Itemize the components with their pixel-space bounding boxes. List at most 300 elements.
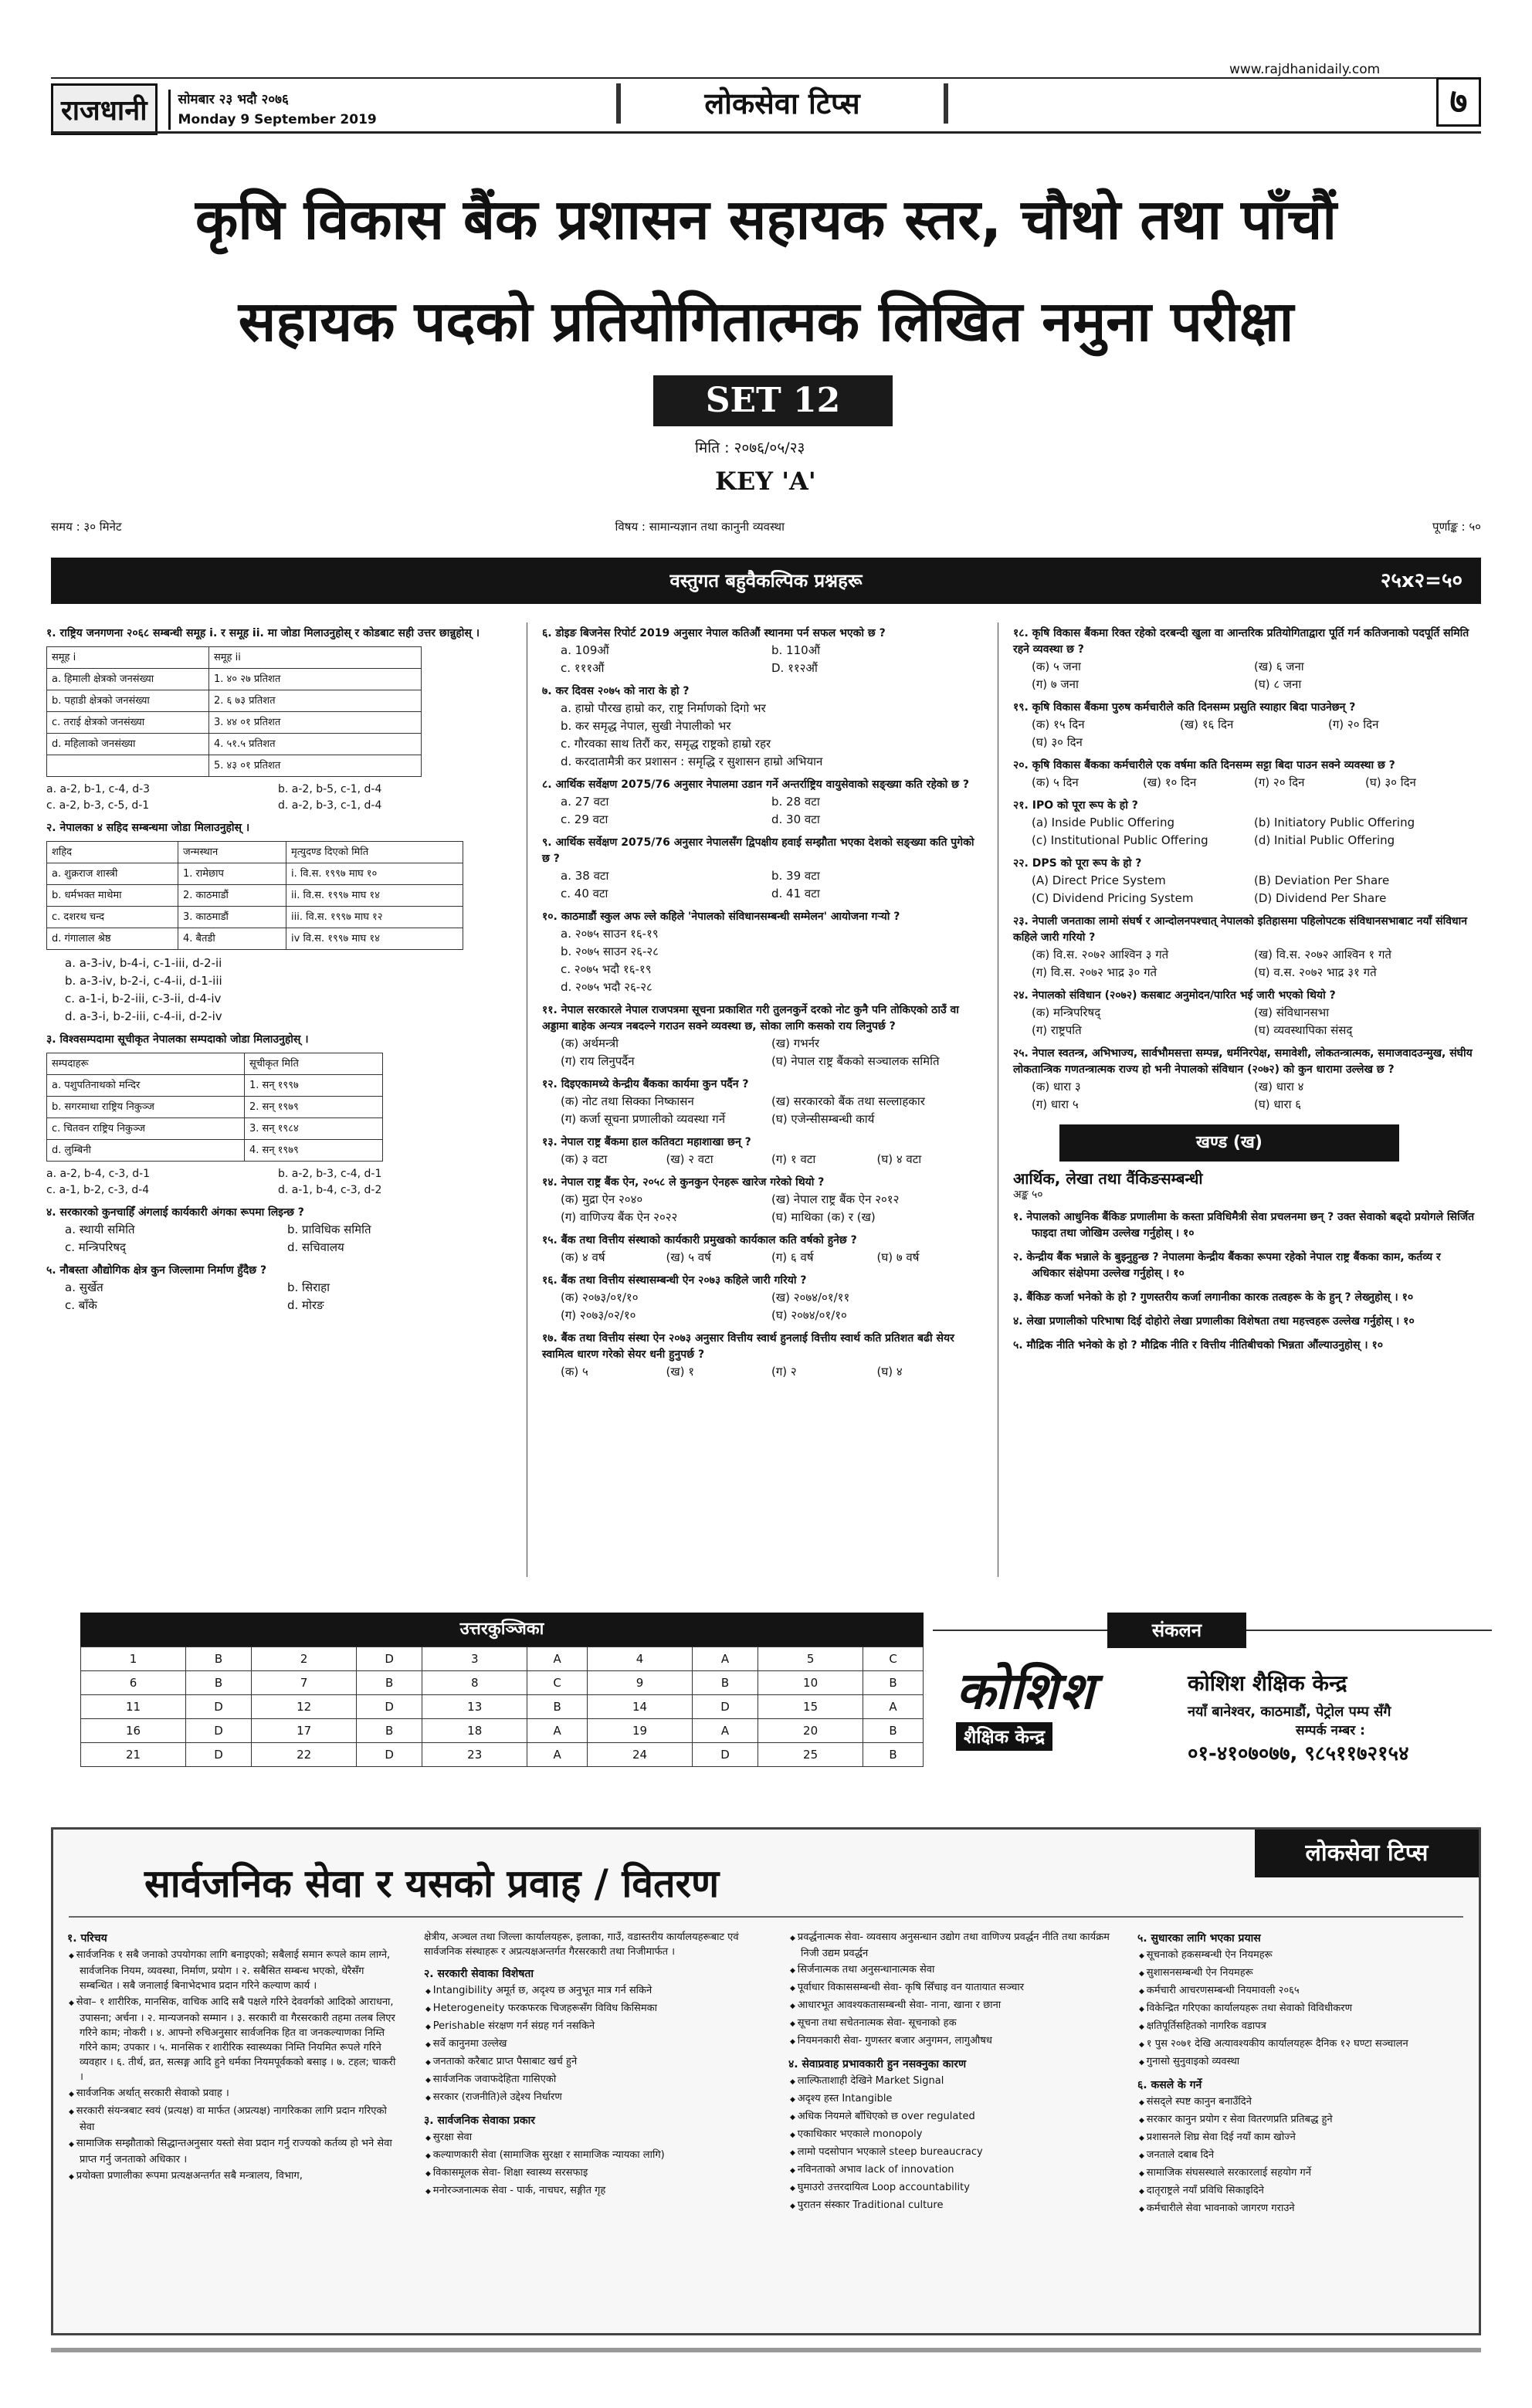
options <box>1013 946 1476 982</box>
exam-meta <box>51 519 1481 534</box>
question-item <box>542 683 982 771</box>
subjective-question: ३. बैंकिङ कर्जा भनेको के हो ? गुणस्तरीय कर्जा लगानीका कारक तत्वहरू के के हुन् ? लेख्नुहोस् । १० <box>1013 1291 1414 1304</box>
article-heading: ५. सुधारका लागि भएका प्रयास <box>1137 1932 1261 1945</box>
list-item: ◆ सरकार कानुन प्रयोग र सेवा वितरणप्रति प्रतिबद्ध हुने <box>1137 2112 1469 2128</box>
question-item <box>542 1273 982 1324</box>
option[interactable]: d. २०७५ भदौ २६-२८ <box>561 980 652 994</box>
table-cell: d. लुम्बिनी <box>47 1140 245 1162</box>
list-item: ◆ नियमनकारी सेवा- गुणस्तर बजार अनुगमन, लागुऔषध <box>788 2033 1128 2050</box>
table-cell: 1. रामेछाप <box>178 863 286 885</box>
question-text: २२. DPS को पूरा रूप के हो ? <box>1013 857 1142 870</box>
question-text: १९. कृषि विकास बैंकमा पुरुष कर्मचारीले कति दिनसम्म प्रसुति स्याहार बिदा पाउनेछन् ? <box>1013 701 1356 714</box>
table-cell: 2 <box>252 1647 357 1671</box>
section-a-title: वस्तुगत बहुवैकल्पिक प्रश्नहरू <box>669 570 863 592</box>
logo-text: कोशिश <box>956 1661 1096 1721</box>
paper-name: राजधानी <box>51 83 158 135</box>
option[interactable]: (ख) नेपाल राष्ट्र बैंक ऐन २०१२ <box>771 1192 900 1206</box>
option[interactable]: (क) ५ <box>561 1365 588 1379</box>
option[interactable]: (ख) सरकारको बैंक तथा सल्लाहकार <box>771 1094 925 1108</box>
option[interactable]: a. a-2, b-1, c-4, d-3 <box>46 783 151 795</box>
option[interactable]: (घ) धारा ६ <box>1254 1097 1302 1111</box>
issue-date <box>168 90 377 130</box>
section-b-bar: खण्ड (ख) <box>1059 1124 1399 1162</box>
table-cell: 4. ५१.५ प्रतिशत <box>209 734 422 755</box>
list-item: ◆ पूर्वाधार विकाससम्बन्धी सेवा- कृषि सिँचाइ वन यातायात सञ्चार <box>788 1980 1128 1996</box>
section-a-marks: २५x२=५० <box>1380 569 1463 592</box>
option[interactable]: (ग) वाणिज्य बैंक ऐन २०२२ <box>561 1210 678 1224</box>
option[interactable]: (D) Dividend Per Share <box>1254 891 1387 905</box>
table-cell: C <box>863 1647 924 1671</box>
list-item: ◆ सुरक्षा सेवा <box>424 2130 756 2146</box>
list-item: ◆ लामो पदसोपान भएकाले steep bureaucracy <box>788 2145 1128 2161</box>
answer-key-label: KEY 'A' <box>715 466 816 496</box>
list-item: ◆ सरकार (राजनीति)ले उद्देश्य निर्धारण <box>424 2090 756 2106</box>
list-item: ◆ विकासमूलक सेवा- शिक्षा स्वास्थ्य सरसफाइ <box>424 2166 756 2182</box>
section-title: लोकसेवा टिप्स <box>616 83 948 124</box>
question-column-2 <box>542 626 982 1387</box>
option[interactable]: (a) Inside Public Offering <box>1032 816 1174 829</box>
option[interactable]: (घ) व्यवस्थापिका संसद् <box>1254 1023 1353 1037</box>
question-item <box>542 1331 982 1381</box>
option[interactable]: c. १११औं <box>561 661 605 675</box>
list-item: ◆ सार्वजनिक जवाफदेहिता गासिएको <box>424 2072 756 2088</box>
table-cell: 11 <box>81 1695 186 1719</box>
table-cell: c. चितवन राष्ट्रिय निकुञ्ज <box>47 1118 245 1140</box>
option[interactable]: (ग) १ वटा <box>771 1152 816 1166</box>
table-cell: B <box>693 1671 758 1695</box>
option[interactable]: (घ) एजेन्सीसम्बन्धी कार्य <box>771 1112 875 1126</box>
list-item: ◆ सामाजिक संघसस्थाले सरकारलाई सहयोग गर्ने <box>1137 2166 1469 2182</box>
page-number: ७ <box>1436 77 1481 127</box>
option[interactable]: (ग) धारा ५ <box>1032 1097 1079 1111</box>
table-cell: जन्मस्थान <box>178 842 286 863</box>
table-cell: A <box>693 1647 758 1671</box>
table-cell: 5. ४३ ०१ प्रतिशत <box>209 755 422 777</box>
question-text: ४. सरकारको कुनचाहिँ अंगलाई कार्यकारी अंगका रूपमा लिइन्छ ? <box>46 1206 304 1219</box>
table-cell: 3. सन् १९८४ <box>245 1118 383 1140</box>
list-item: ◆ Perishable संरक्षण गर्न संग्रह गर्न नसकिने <box>424 2019 756 2035</box>
table-cell: B <box>527 1695 588 1719</box>
table-cell: मृत्युदण्ड दिएको मिति <box>286 842 463 863</box>
option[interactable]: b. a-2, b-5, c-1, d-4 <box>278 783 382 795</box>
compiled-header <box>933 1613 1492 1648</box>
question-text: २४. नेपालको संविधान (२०७२) कसबाट अनुमोदन/पारित भई जारी भएको थियो ? <box>1013 989 1336 1002</box>
question-item <box>1013 856 1476 907</box>
article-column-2 <box>424 1930 756 2201</box>
option[interactable]: (ग) २०७३/०२/१० <box>561 1308 636 1322</box>
list-item: ◆ जनताको करैबाट प्राप्त पैसाबाट खर्च हुने <box>424 2054 756 2071</box>
option[interactable]: (B) Deviation Per Share <box>1254 873 1390 887</box>
exam-subject: विषय : सामान्यज्ञान तथा कानुनी व्यवस्था <box>615 520 785 534</box>
list-item: ◆ क्षतिपूर्तिसहितको नागरिक वडापत्र <box>1137 2019 1469 2035</box>
question-2 <box>46 820 510 1026</box>
table-cell <box>47 755 209 777</box>
question-column-1 <box>46 626 510 1321</box>
table-cell: D <box>357 1695 422 1719</box>
option[interactable]: d. a-2, b-3, c-1, d-4 <box>278 799 382 812</box>
exam-full-marks: पूर्णाङ्क : ५० <box>1432 520 1481 534</box>
list-item: ◆ प्रशासनले शिघ्र सेवा दिई नयाँ काम खोज्ने <box>1137 2130 1469 2146</box>
bullet-list <box>1137 1948 1469 2071</box>
subjective-question: ४. लेखा प्रणालीको परिभाषा दिई दोहोरो लेखा प्रणालीका विशेषता तथा महत्त्वहरू उल्लेख गर्नुहोस् । १० <box>1013 1315 1415 1328</box>
options <box>1013 1078 1476 1114</box>
question-text: १५. बैंक तथा वित्तीय संस्थाको कार्यकारी प्रमुखको कार्यकाल कति वर्षको हुनेछ ? <box>542 1234 857 1246</box>
headline-line-1: कृषि विकास बैंक प्रशासन सहायक स्तर, चौथो तथा पाँचौं <box>195 187 1337 252</box>
option[interactable]: a. २०७५ साउन १६-१९ <box>561 927 659 941</box>
table-cell: D <box>357 1743 422 1767</box>
bullet-list <box>1137 2094 1469 2217</box>
table-cell: D <box>186 1695 252 1719</box>
option[interactable]: (ख) २०७४/०१/११ <box>771 1290 850 1304</box>
option[interactable]: (घ) व.स. २०७२ भाद्र ३१ गते <box>1254 965 1377 979</box>
table-cell: d. गंगालाल श्रेष्ठ <box>47 928 178 950</box>
question-4 <box>46 1205 510 1257</box>
article-box <box>51 1827 1481 2335</box>
masthead <box>51 83 377 135</box>
question-text: ६. डोइङ बिजनेस रिपोर्ट 2019 अनुसार नेपाल कतिऔं स्थानमा पर्न सफल भएको छ ? <box>542 627 886 639</box>
option[interactable]: c. २०७५ भदौ १६-१९ <box>561 962 652 976</box>
question-item <box>1013 626 1476 694</box>
option[interactable]: (ग) राष्ट्रपति <box>1032 1023 1082 1037</box>
article-column-1 <box>67 1930 399 2186</box>
list-item: ◆ १ पुस २०७१ देखि अत्यावश्यकीय कार्यालयहरू दैनिक १२ घण्टा सञ्चालन <box>1137 2037 1469 2053</box>
option[interactable]: (ग) राय लिनुपर्दैन <box>561 1054 635 1068</box>
compiled-label: संकलन <box>1107 1613 1246 1648</box>
question-item <box>1013 700 1476 751</box>
option[interactable]: c. गौरवका साथ तिरौं कर, समृद्ध राष्ट्रको हाम्रो रहर <box>561 737 771 751</box>
list-item: ◆ विकेन्द्रित गरिएका कार्यालयहरू तथा सेवाको विविधीकरण <box>1137 2001 1469 2017</box>
match-table <box>46 646 422 777</box>
option[interactable]: d. मोरङ <box>287 1298 324 1312</box>
option[interactable]: (क) वि.स. २०७२ आश्विन ३ गते <box>1032 948 1169 962</box>
question-text: २१. IPO को पूरा रूप के हो ? <box>1013 799 1138 812</box>
option[interactable]: d. सचिवालय <box>287 1240 344 1254</box>
table-cell: सम्पदाहरू <box>47 1053 245 1075</box>
option[interactable]: a. 27 वटा <box>561 795 609 809</box>
answer-key <box>80 1613 924 1767</box>
institute-logo <box>956 1660 1164 1753</box>
table-cell: समूह ii <box>209 647 422 669</box>
table-cell: b. सगरमाथा राष्ट्रिय निकुञ्ज <box>47 1097 245 1118</box>
article-heading: २. सरकारी सेवाका विशेषता <box>424 1968 534 1980</box>
options <box>542 700 982 771</box>
option[interactable]: b. a-3-iv, b-2-i, c-4-ii, d-1-iii <box>65 974 222 988</box>
option[interactable]: d. a-3-i, b-2-iii, c-4-ii, d-2-iv <box>65 1009 222 1023</box>
website-url[interactable]: www.rajdhanidaily.com <box>1229 62 1381 77</box>
option[interactable]: a. a-3-iv, b-4-i, c-1-iii, d-2-ii <box>65 956 222 970</box>
question-item <box>542 1175 982 1226</box>
option[interactable]: (क) मुद्रा ऐन २०४० <box>561 1192 643 1206</box>
option[interactable]: (ग) कर्जा सूचना प्रणालीको व्यवस्था गर्ने <box>561 1112 726 1126</box>
option[interactable]: a. सुर्खेत <box>65 1280 103 1294</box>
table-cell: D <box>357 1647 422 1671</box>
option[interactable]: b. 28 वटा <box>771 795 820 809</box>
option[interactable]: (क) ५ दिन <box>1032 775 1079 789</box>
table-cell: a. पशुपतिनाथको मन्दिर <box>47 1075 245 1097</box>
question-column-3 <box>1013 626 1476 1362</box>
table-cell: B <box>186 1647 252 1671</box>
option[interactable]: (ग) ७ जना <box>1032 677 1079 691</box>
option[interactable]: (घ) ७ वर्ष <box>876 1250 920 1264</box>
options <box>46 1166 510 1199</box>
option[interactable]: (क) २०७३/०१/१० <box>561 1290 639 1304</box>
option[interactable]: b. कर समृद्ध नेपाल, सुखी नेपालीको भर <box>561 719 731 733</box>
list-item: ◆ लाल्फिताशाही देखिने Market Signal <box>788 2074 1128 2090</box>
bullet-list <box>424 2130 756 2199</box>
table-cell: A <box>527 1647 588 1671</box>
options <box>542 1289 982 1324</box>
table-cell: सूचीकृत मिति <box>245 1053 383 1075</box>
institute-name: कोशिश शैक्षिक केन्द्र <box>1188 1670 1347 1696</box>
list-item: ◆ सरकारी संयन्त्रबाट स्वयं (प्रत्यक्ष) वा मार्फत (अप्रत्यक्ष) नागरिकका लागि प्रदान गरिएको सेवा <box>67 2104 399 2135</box>
option[interactable]: (ग) २० दिन <box>1254 775 1305 789</box>
list-item: ◆ कर्मचारी आचरणसम्बन्धी नियमावली २०६५ <box>1137 1983 1469 1999</box>
article-heading: ६. कसले के गर्ने <box>1137 2079 1202 2091</box>
option[interactable]: b. 39 वटा <box>771 869 820 883</box>
article-title: सार्वजनिक सेवा र यसको प्रवाह / वितरण <box>144 1861 720 1906</box>
option[interactable]: (C) Dividend Pricing System <box>1032 891 1194 905</box>
question-text: १३. नेपाल राष्ट्र बैंकमा हाल कतिवटा महाशाखा छन् ? <box>542 1136 751 1148</box>
option[interactable]: (क) अर्थमन्त्री <box>561 1036 619 1050</box>
article-column-3 <box>788 1930 1128 2216</box>
table-cell: iii. वि.स. १९९७ माघ १२ <box>286 907 463 928</box>
table-cell: शहिद <box>47 842 178 863</box>
option[interactable]: (क) ५ जना <box>1032 660 1081 673</box>
question-text: १४. नेपाल राष्ट्र बैंक ऐन, २०५८ ले कुनकुन ऐनहरू खारेज गरेको थियो ? <box>542 1176 825 1189</box>
option[interactable]: (c) Institutional Public Offering <box>1032 833 1208 847</box>
bullet-list <box>67 1948 399 2185</box>
option[interactable]: (क) ४ वर्ष <box>561 1250 605 1264</box>
option[interactable]: d. 41 वटा <box>771 887 820 900</box>
table-cell: 14 <box>587 1695 692 1719</box>
options <box>46 782 510 814</box>
question-5 <box>46 1263 510 1314</box>
table-cell: 3. काठमाडौं <box>178 907 286 928</box>
option[interactable]: d. 30 वटा <box>771 812 820 826</box>
option[interactable]: a. a-2, b-4, c-3, d-1 <box>46 1168 151 1180</box>
option[interactable]: a. स्थायी समिति <box>65 1223 135 1236</box>
list-item: ◆ प्रवर्द्धनात्मक सेवा- व्यवसाय अनुसन्धान उद्योग तथा वाणिज्य प्रवर्द्धन नीति तथा कार्यक्रम निजी उद्यम प्रवर्द्धन <box>788 1930 1128 1961</box>
question-text: ९. आर्थिक सर्वेक्षण 2075/76 अनुसार नेपालसँग द्विपक्षीय हवाई सम्झौता भएका देशको सङ्ख्या कति पुगेको छ ? <box>542 836 974 865</box>
option[interactable]: (क) ३ वटा <box>561 1152 608 1166</box>
list-item: ◆ अधिक नियमले बाँधिएको छ over regulated <box>788 2109 1128 2125</box>
option[interactable]: b. 110औं <box>771 643 821 657</box>
option[interactable]: (क) धारा ३ <box>1032 1080 1081 1094</box>
question-text: १. राष्ट्रिय जनगणना २०६८ सम्बन्धी समूह i. र समूह ii. मा जोडा मिलाउनुहोस् र कोडबाट सही उत्तर छान्नुहोस् । <box>46 627 480 639</box>
table-cell: D <box>186 1743 252 1767</box>
list-item: ◆ गुनासो सुनुवाइको व्यवस्था <box>1137 2054 1469 2071</box>
option[interactable]: b. a-2, b-3, c-4, d-1 <box>278 1168 382 1180</box>
option[interactable]: (A) Direct Price System <box>1032 873 1166 887</box>
option[interactable]: b. २०७५ साउन २६-२८ <box>561 945 659 958</box>
table-cell: 3 <box>422 1647 527 1671</box>
option[interactable]: (घ) माथिका (क) र (ख) <box>771 1210 876 1224</box>
question-item <box>1013 988 1476 1040</box>
list-item: ◆ सूचनाको हकसम्बन्धी ऐन नियमहरू <box>1137 1948 1469 1964</box>
option[interactable]: (ख) १० दिन <box>1143 775 1197 789</box>
table-row <box>81 1695 924 1719</box>
table-cell: B <box>863 1671 924 1695</box>
option[interactable]: (d) Initial Public Offering <box>1254 833 1395 847</box>
table-cell: B <box>357 1671 422 1695</box>
options <box>542 1035 982 1070</box>
options <box>542 642 982 677</box>
table-cell: 23 <box>422 1743 527 1767</box>
table-cell: D <box>693 1695 758 1719</box>
table-cell: 2. सन् १९७९ <box>245 1097 383 1118</box>
table-cell: 1. सन् १९९७ <box>245 1075 383 1097</box>
table-cell: 25 <box>758 1743 863 1767</box>
article-heading: ३. सार्वजनिक सेवाका प्रकार <box>424 2115 535 2127</box>
question-1 <box>46 626 510 814</box>
table-cell: 4. बैतडी <box>178 928 286 950</box>
table-cell: 9 <box>587 1671 692 1695</box>
option[interactable]: (घ) ३० दिन <box>1032 735 1083 749</box>
table-cell: 2. काठमाडौं <box>178 885 286 907</box>
question-item <box>1013 758 1476 792</box>
option[interactable]: (घ) ४ <box>876 1365 903 1379</box>
list-item: ◆ सामाजिक सम्झौताको सिद्धान्तअनुसार यस्तो सेवा प्रदान गर्नु राज्यको कर्तव्य हो भने सेवा प्राप्त गर्नु जनताको अधिकार । <box>67 2136 399 2167</box>
option[interactable]: (ग) २ <box>771 1365 797 1379</box>
option[interactable]: a. 109औं <box>561 643 609 657</box>
question-item <box>542 909 982 996</box>
table-cell: B <box>863 1743 924 1767</box>
table-cell: C <box>527 1671 588 1695</box>
table-cell: A <box>863 1695 924 1719</box>
option[interactable]: c. 40 वटा <box>561 887 608 900</box>
option[interactable]: (क) मन्त्रिपरिषद् <box>1032 1006 1101 1019</box>
option[interactable]: c. a-1, b-2, c-3, d-4 <box>46 1184 150 1196</box>
option[interactable]: (क) १५ दिन <box>1032 717 1085 731</box>
table-cell: समूह i <box>47 647 209 669</box>
option[interactable]: (ख) संविधानसभा <box>1254 1006 1330 1019</box>
answer-key-title: उत्तरकुञ्जिका <box>80 1613 924 1647</box>
table-cell: 4. सन् १९७९ <box>245 1140 383 1162</box>
table-cell: B <box>863 1719 924 1743</box>
table-cell: A <box>693 1719 758 1743</box>
table-cell: 4 <box>587 1647 692 1671</box>
divider <box>51 131 1481 134</box>
option[interactable]: (ख) वि.स. २०७२ आश्विन १ गते <box>1254 948 1391 962</box>
option[interactable]: (घ) ३० दिन <box>1365 775 1416 789</box>
option[interactable]: d. करदातामैत्री कर प्रशासन : समृद्धि र सुशासन हाम्रो अभियान <box>561 755 823 768</box>
table-cell: d. महिलाको जनसंख्या <box>47 734 209 755</box>
contact-label: सम्पर्क नम्बर : <box>1296 1723 1365 1738</box>
list-item: ◆ आधारभूत आवश्यकतासम्बन्धी सेवा- नाना, खाना र छाना <box>788 1998 1128 2014</box>
date-nepali: सोमबार २३ भदौ २०७६ <box>178 91 289 107</box>
option[interactable]: c. a-1-i, b-2-iii, c-3-ii, d-4-iv <box>65 992 222 1006</box>
table-row <box>81 1743 924 1767</box>
table-cell: 7 <box>252 1671 357 1695</box>
option[interactable]: b. सिराहा <box>287 1280 330 1294</box>
question-item <box>1013 1046 1476 1114</box>
compiled-by <box>933 1613 1492 1765</box>
options <box>542 1363 982 1381</box>
option[interactable]: d. a-1, b-4, c-3, d-2 <box>278 1184 382 1196</box>
headline <box>51 168 1481 372</box>
question-text: १०. काठमाडौं स्कुल अफ ल्ले कहिले 'नेपालको संविधानसम्बन्धी सम्मेलन' आयोजना गऱ्यो ? <box>542 911 900 923</box>
headline-line-2: सहायक पदको प्रतियोगितात्मक लिखित नमुना परीक्षा <box>238 289 1294 354</box>
option[interactable]: (ग) ६ वर्ष <box>771 1250 814 1264</box>
option[interactable]: (घ) २०७४/०१/१० <box>771 1308 847 1322</box>
question-list <box>1013 626 1476 1114</box>
table-cell: c. तराई क्षेत्रको जनसंख्या <box>47 712 209 734</box>
option[interactable]: a. 38 वटा <box>561 869 609 883</box>
option[interactable]: (b) Initiatory Public Offering <box>1254 816 1415 829</box>
table-cell: 5 <box>758 1647 863 1671</box>
option[interactable]: (घ) नेपाल राष्ट्र बैंकको सञ्चालक समिति <box>771 1054 940 1068</box>
option[interactable]: (ख) १ <box>666 1365 695 1379</box>
option[interactable]: (घ) ८ जना <box>1254 677 1302 691</box>
article-column-4 <box>1137 1930 1469 2219</box>
option[interactable]: b. प्राविधिक समिति <box>287 1223 371 1236</box>
options <box>542 1151 982 1168</box>
table-cell: 24 <box>587 1743 692 1767</box>
option[interactable]: D. ११२औं <box>771 661 818 675</box>
option[interactable]: (ख) ६ जना <box>1254 660 1304 673</box>
question-item <box>542 1134 982 1168</box>
option[interactable]: (घ) ४ वटा <box>876 1152 922 1166</box>
question-item <box>1013 798 1476 850</box>
table-cell: 8 <box>422 1671 527 1695</box>
option[interactable]: (ग) २० दिन <box>1328 717 1379 731</box>
table-cell: 2. ६ ७३ प्रतिशत <box>209 690 422 712</box>
option[interactable]: (ख) २ वटा <box>666 1152 713 1166</box>
option[interactable]: c. बाँके <box>65 1298 97 1312</box>
option[interactable]: c. a-2, b-3, c-5, d-1 <box>46 799 150 812</box>
option[interactable]: c. 29 वटा <box>561 812 608 826</box>
table-cell: 18 <box>422 1719 527 1743</box>
table-cell: 21 <box>81 1743 186 1767</box>
question-text: ११. नेपाल सरकारले नेपाल राजपत्रमा सूचना प्रकाशित गरी तुलनकुर्ने दरको नोट कुनै पनि तोकिएको ठाउँ वा अड्डामा बाहेक अन्यत्र नबदल्ने गराउन सक्ने व्यवस्था छ, सोका लागि कसको राय लिनुपर्छ ? <box>542 1004 959 1033</box>
set-label: SET 12 <box>653 375 893 426</box>
list-item: ◆ सिर्जनात्मक तथा अनुसन्धानात्मक सेवा <box>788 1962 1128 1979</box>
question-item <box>542 1002 982 1070</box>
table-cell: 19 <box>587 1719 692 1743</box>
option[interactable]: c. मन्त्रिपरिषद् <box>65 1240 126 1254</box>
option[interactable]: (ग) वि.स. २०७२ भाद्र ३० गते <box>1032 965 1157 979</box>
table-cell: 3. ४४ ०१ प्रतिशत <box>209 712 422 734</box>
option[interactable]: (ख) १६ दिन <box>1180 717 1234 731</box>
option[interactable]: (क) नोट तथा सिक्का निष्कासन <box>561 1094 694 1108</box>
question-text: २५. नेपाल स्वतन्त्र, अभिभाज्य, सार्वभौमसत्ता सम्पन्न, धर्मनिरपेक्ष, समावेशी, लोकतन्त्रात्मक, समाजवादउन्मुख, संघीय लोकतान्त्रिक गणतन्त्रात्मक राज्य हो भनी नेपालको संविधान (२०७२) को कुन धारामा उल्लेख छ ? <box>1013 1047 1473 1076</box>
table-cell: 22 <box>252 1743 357 1767</box>
question-text: १६. बैंक तथा वित्तीय संस्थासम्बन्धी ऐन २०७३ कहिले जारी गरियो ? <box>542 1274 807 1287</box>
subjective-question: २. केन्द्रीय बैंक भन्नाले के बुझ्नुहुन्छ ? नेपालमा केन्द्रीय बैंकका रूपमा रहेको नेपाल राष्ट्र बैंकका काम, कर्तव्य र अधिकार संक्षेपमा उल्लेख गर्नुहोस् । १० <box>1013 1251 1441 1280</box>
option[interactable]: (ख) गभर्नर <box>771 1036 820 1050</box>
option[interactable]: (ख) धारा ४ <box>1254 1080 1304 1094</box>
question-text: १२. दिइएकामध्ये केन्द्रीय बैंकका कार्यमा कुन पर्दैन ? <box>542 1078 749 1090</box>
options <box>1013 774 1476 792</box>
table-cell: 10 <box>758 1671 863 1695</box>
question-3 <box>46 1032 510 1199</box>
table-cell: A <box>527 1719 588 1743</box>
question-item <box>542 835 982 903</box>
table-cell: iv वि.स. १९९७ माघ १४ <box>286 928 463 950</box>
divider <box>69 1916 1463 1918</box>
table-cell: 13 <box>422 1695 527 1719</box>
question-item <box>542 777 982 829</box>
table-cell: a. शुक्रराज शास्त्री <box>47 863 178 885</box>
table-row <box>81 1647 924 1671</box>
bullet-list <box>788 2074 1128 2214</box>
table-cell: 15 <box>758 1695 863 1719</box>
question-text: ८. आर्थिक सर्वेक्षण 2075/76 अनुसार नेपालमा उडान गर्ने अन्तर्राष्ट्रिय वायुसेवाको सङ्ख्या कति रहेको छ ? <box>542 778 969 791</box>
table-cell: 1 <box>81 1647 186 1671</box>
option[interactable]: a. हाम्रो पौरख हाम्रो कर, राष्ट्र निर्माणको दिगो भर <box>561 701 766 715</box>
subjective-question: १. नेपालको आधुनिक बैंकिङ प्रणालीमा के कस्ता प्रविधिमैत्री सेवा प्रचलनमा छन् ? उक्त सेवाको बढ्दो प्रयोगले सिर्जित फाइदा तथा जोखिम उल्लेख गर्नुहोस् । १० <box>1013 1211 1475 1240</box>
option[interactable]: (ख) ५ वर्ष <box>666 1250 711 1264</box>
